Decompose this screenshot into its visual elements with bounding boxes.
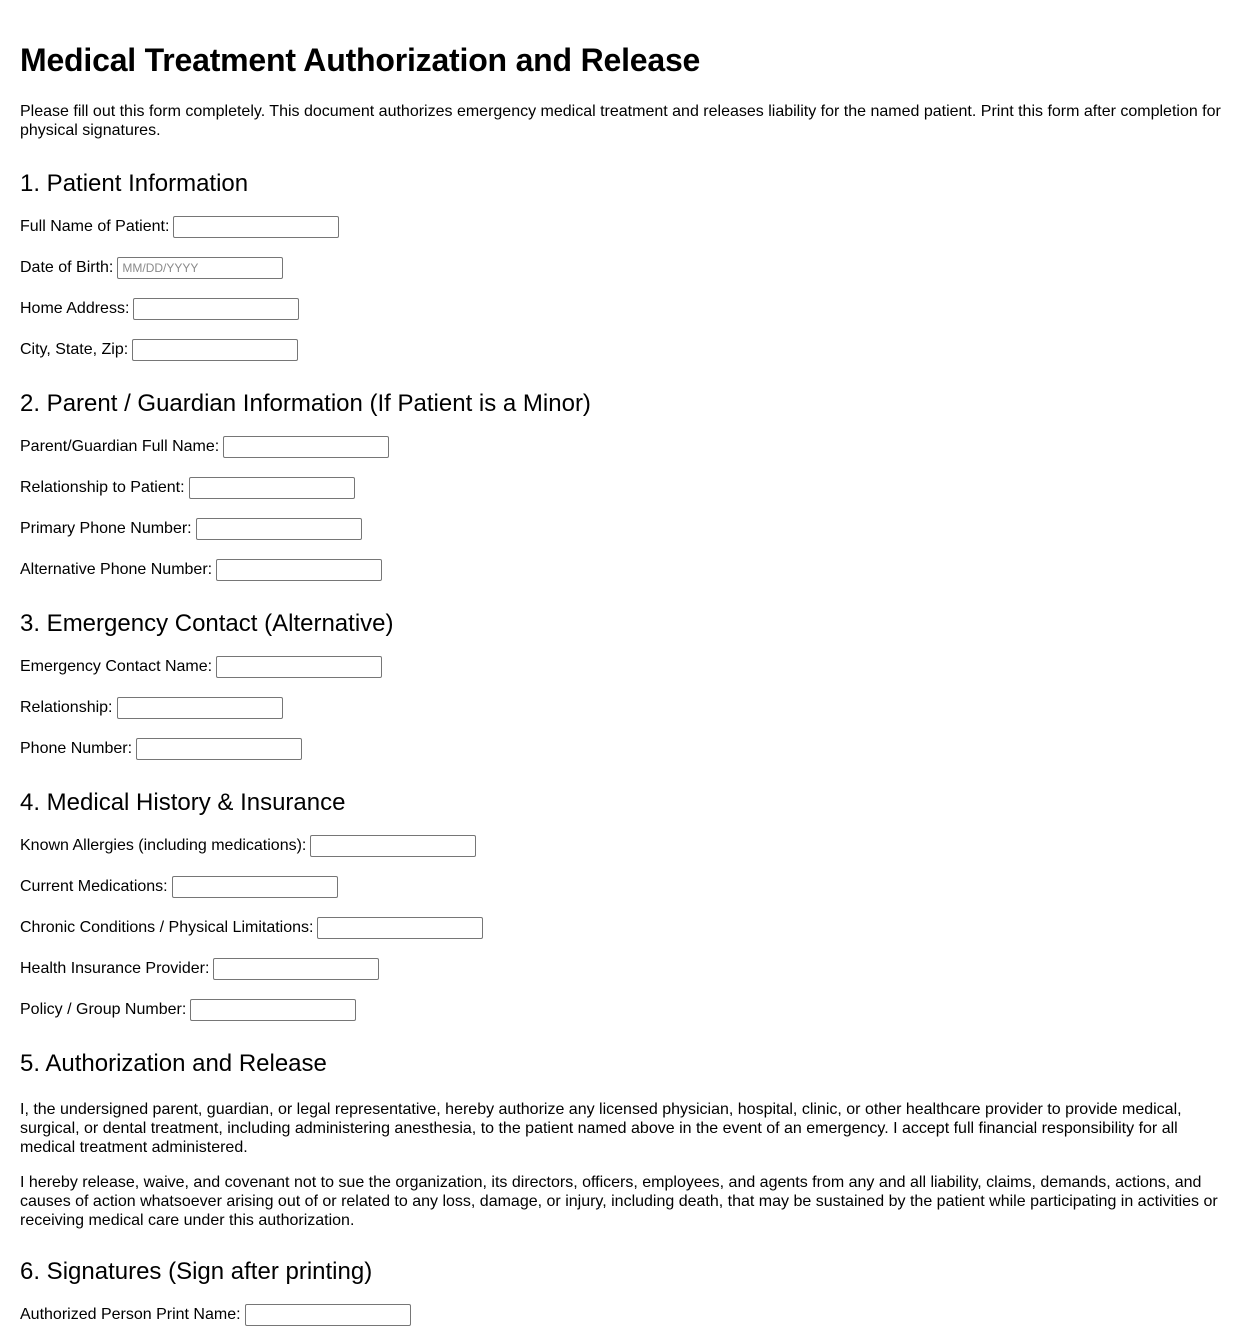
section-heading-emergency-contact: 3. Emergency Contact (Alternative) [20, 610, 394, 637]
relationship-to-patient-label: Relationship to Patient: [20, 479, 185, 496]
field-insurance-provider [20, 958, 1227, 980]
release-paragraph: I hereby release, waive, and covenant not to sue the organization, its directors, officers, employees, and agents from any and all liability, claims, demands, actions, and causes of action whatsoever arising out of or related to any loss, damage, or injury, including death, that may be sustained by the patient while participating in activities or receiving medical care under this authorization. [20, 1174, 1218, 1229]
authorization-paragraph: I, the undersigned parent, guardian, or legal representative, hereby authorize any licensed physician, hospital, clinic, or other healthcare provider to provide medical, surgical, or dental treatment, including administering anesthesia, to the patient named above in the event of an emergency. I accept full financial responsibility for all medical treatment administered. [20, 1101, 1182, 1156]
current-medications-label: Current Medications: [20, 878, 168, 895]
field-home-address [20, 298, 1227, 320]
page-title: Medical Treatment Authorization and Release [20, 42, 701, 78]
section-heading-signatures: 6. Signatures (Sign after printing) [20, 1258, 373, 1285]
alternative-phone-label: Alternative Phone Number: [20, 561, 213, 578]
date-of-birth-input[interactable] [117, 257, 283, 279]
field-policy-group-number [20, 999, 1227, 1021]
current-medications-input[interactable] [172, 876, 338, 898]
field-emergency-phone [20, 738, 1227, 760]
authorized-person-name-input[interactable] [245, 1304, 411, 1326]
field-guardian-full-name [20, 436, 1227, 458]
insurance-provider-label: Health Insurance Provider: [20, 960, 210, 977]
known-allergies-label: Known Allergies (including medications): [20, 837, 307, 854]
field-emergency-relationship [20, 697, 1227, 719]
city-state-zip-input[interactable] [132, 339, 298, 361]
home-address-input[interactable] [133, 298, 299, 320]
patient-full-name-input[interactable] [173, 216, 339, 238]
section-heading-patient-information: 1. Patient Information [20, 170, 249, 197]
emergency-phone-input[interactable] [136, 738, 302, 760]
guardian-full-name-label: Parent/Guardian Full Name: [20, 438, 220, 455]
home-address-label: Home Address: [20, 300, 130, 317]
policy-group-number-label: Policy / Group Number: [20, 1001, 187, 1018]
emergency-relationship-label: Relationship: [20, 699, 113, 716]
emergency-relationship-input[interactable] [117, 697, 283, 719]
section-heading-parent-guardian: 2. Parent / Guardian Information (If Patient is a Minor) [20, 390, 591, 417]
field-current-medications [20, 876, 1227, 898]
field-primary-phone [20, 518, 1227, 540]
city-state-zip-label: City, State, Zip: [20, 341, 129, 358]
guardian-full-name-input[interactable] [223, 436, 389, 458]
chronic-conditions-input[interactable] [317, 917, 483, 939]
authorized-person-name-label: Authorized Person Print Name: [20, 1306, 241, 1323]
section-heading-authorization-release: 5. Authorization and Release [20, 1050, 327, 1077]
emergency-contact-name-input[interactable] [216, 656, 382, 678]
field-relationship-to-patient [20, 477, 1227, 499]
chronic-conditions-label: Chronic Conditions / Physical Limitations: [20, 919, 314, 936]
alternative-phone-input[interactable] [216, 559, 382, 581]
field-known-allergies [20, 835, 1227, 857]
date-of-birth-label: Date of Birth: [20, 259, 114, 276]
field-chronic-conditions [20, 917, 1227, 939]
section-heading-medical-history: 4. Medical History & Insurance [20, 789, 346, 816]
field-patient-full-name [20, 216, 1227, 238]
relationship-to-patient-input[interactable] [189, 477, 355, 499]
emergency-phone-label: Phone Number: [20, 740, 133, 757]
field-authorized-person-name [20, 1304, 1227, 1326]
primary-phone-label: Primary Phone Number: [20, 520, 192, 537]
emergency-contact-name-label: Emergency Contact Name: [20, 658, 213, 675]
field-alternative-phone [20, 559, 1227, 581]
intro-text: Please fill out this form completely. This document authorizes emergency medical treatment and releases liability for the named patient. Print this form after completion for physical signatures. [20, 103, 1221, 139]
field-city-state-zip [20, 339, 1227, 361]
field-emergency-contact-name [20, 656, 1227, 678]
patient-full-name-label: Full Name of Patient: [20, 218, 170, 235]
insurance-provider-input[interactable] [213, 958, 379, 980]
primary-phone-input[interactable] [196, 518, 362, 540]
policy-group-number-input[interactable] [190, 999, 356, 1021]
known-allergies-input[interactable] [310, 835, 476, 857]
field-date-of-birth [20, 257, 1227, 279]
